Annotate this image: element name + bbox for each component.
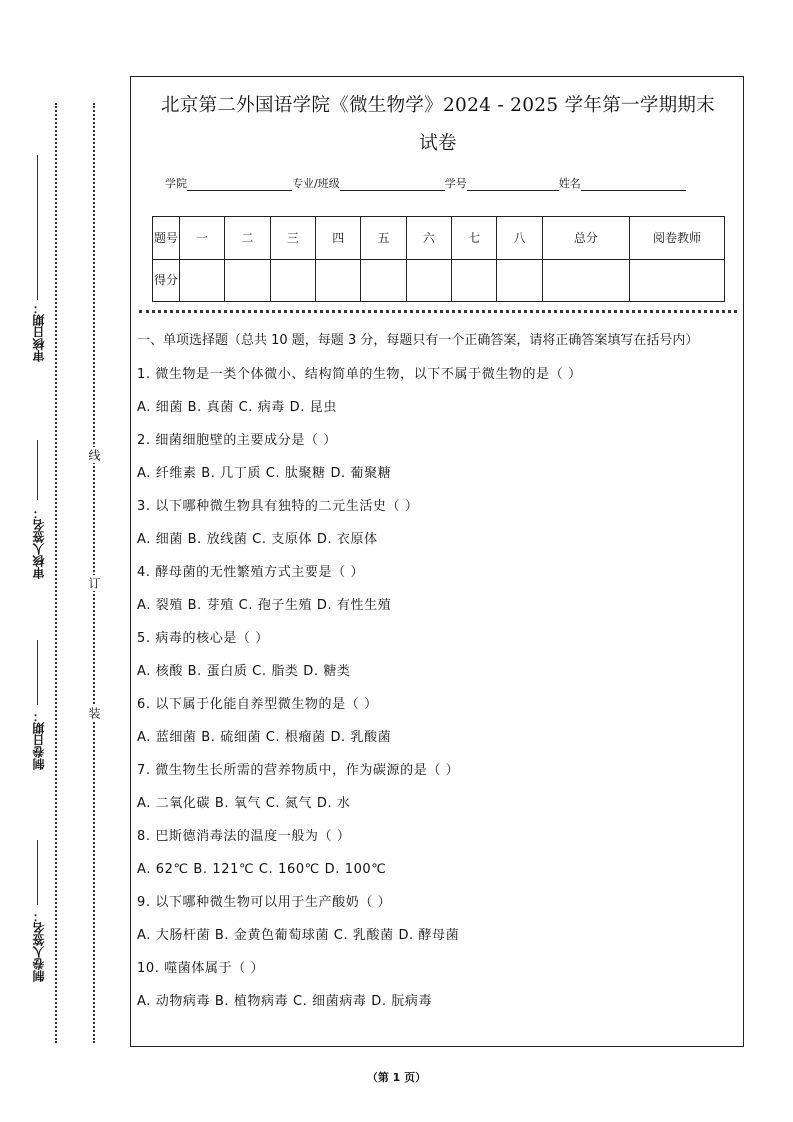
score-cell[interactable] xyxy=(406,259,451,302)
field-id-blank[interactable] xyxy=(467,178,559,191)
field-college-label: 学院 xyxy=(165,177,187,190)
field-major-label: 专业/班级 xyxy=(292,177,340,190)
binding-dotted-line-inner xyxy=(93,103,95,1043)
score-cell[interactable] xyxy=(225,259,270,302)
score-col-grader: 阅卷教师 xyxy=(630,217,725,260)
dotted-separator xyxy=(139,310,737,313)
score-col-8: 八 xyxy=(497,217,542,260)
field-major-blank[interactable] xyxy=(340,178,445,191)
exam-title-line2: 试卷 xyxy=(419,133,457,154)
question-stem: 7. 微生物生长所需的营养物质中，作为碳源的是（ ） xyxy=(137,763,460,778)
question-stem: 4. 酵母菌的无性繁殖方式主要是（ ） xyxy=(137,565,365,580)
field-name-label: 姓名 xyxy=(558,177,581,190)
question-stem: 1. 微生物是一类个体微小、结构简单的生物，以下不属于微生物的是（ ） xyxy=(137,367,582,382)
question-options: A. 二氧化碳 B. 氧气 C. 氮气 D. 水 xyxy=(137,796,351,811)
score-col-1: 一 xyxy=(180,217,225,260)
score-cell-grader[interactable] xyxy=(630,259,725,302)
question-options: A. 裂殖 B. 芽殖 C. 孢子生殖 D. 有性生殖 xyxy=(137,598,392,613)
review-date-label: 审核日期： xyxy=(32,302,46,362)
question-options: A. 核酸 B. 蛋白质 C. 脂类 D. 糖类 xyxy=(137,664,351,679)
score-cell[interactable] xyxy=(270,259,315,302)
field-college-blank[interactable] xyxy=(187,178,292,191)
score-col-total: 总分 xyxy=(542,217,629,260)
field-name-blank[interactable] xyxy=(581,178,686,191)
question-options: A. 细菌 B. 真菌 C. 病毒 D. 昆虫 xyxy=(137,400,337,415)
score-cell[interactable] xyxy=(497,259,542,302)
question-stem: 6. 以下属于化能自养型微生物的是（ ） xyxy=(137,697,378,712)
score-col-6: 六 xyxy=(406,217,451,260)
exam-title-line1: 北京第二外国语学院《微生物学》2024 - 2025 学年第一学期期末 xyxy=(160,95,716,116)
question-stem: 10. 噬菌体属于（ ） xyxy=(137,961,265,976)
make-date-label: 制卷日期： xyxy=(32,710,46,770)
section-title: 一、单项选择题（总共 10 题，每题 3 分，每题只有一个正确答案，请将正确答案填写在括号内） xyxy=(137,333,699,348)
maker-sign-underline xyxy=(37,840,38,905)
score-cell[interactable] xyxy=(361,259,406,302)
question-stem: 2. 细菌细胞壁的主要成分是（ ） xyxy=(137,433,337,448)
question-options: A. 细菌 B. 放线菌 C. 支原体 D. 衣原体 xyxy=(137,532,378,547)
score-table xyxy=(152,216,725,302)
question-options: A. 62℃ B. 121℃ C. 160℃ D. 100℃ xyxy=(137,862,387,877)
page-number: （第 1 页） xyxy=(366,1071,427,1084)
score-table-row2-label: 得分 xyxy=(153,259,180,302)
binding-mark-line: 线 xyxy=(87,449,101,461)
binding-margin xyxy=(0,0,130,1122)
maker-sign-label: 制卷人签名： xyxy=(32,910,46,982)
score-table-header-row xyxy=(153,217,725,260)
make-date-underline xyxy=(37,640,38,705)
score-cell[interactable] xyxy=(180,259,225,302)
question-stem: 5. 病毒的核心是（ ） xyxy=(137,631,269,646)
exam-title xyxy=(131,87,745,163)
score-col-7: 七 xyxy=(452,217,497,260)
section-single-choice xyxy=(137,329,737,1018)
score-col-4: 四 xyxy=(316,217,361,260)
review-date-underline xyxy=(37,155,38,303)
question-options: A. 动物病毒 B. 植物病毒 C. 细菌病毒 D. 朊病毒 xyxy=(137,994,433,1009)
score-col-2: 二 xyxy=(225,217,270,260)
field-id-label: 学号 xyxy=(444,177,467,190)
binding-dotted-line-outer xyxy=(55,103,57,1043)
student-info-row xyxy=(165,175,725,191)
question-options: A. 蓝细菌 B. 硫细菌 C. 根瘤菌 D. 乳酸菌 xyxy=(137,730,392,745)
score-table-score-row xyxy=(153,259,725,302)
score-cell[interactable] xyxy=(452,259,497,302)
binding-mark-staple: 订 xyxy=(87,577,101,589)
score-col-5: 五 xyxy=(361,217,406,260)
question-stem: 9. 以下哪种微生物可以用于生产酸奶（ ） xyxy=(137,895,392,910)
question-stem: 8. 巴斯德消毒法的温度一般为（ ） xyxy=(137,829,351,844)
score-col-3: 三 xyxy=(270,217,315,260)
score-table-row1-label: 题号 xyxy=(153,217,180,260)
score-cell[interactable] xyxy=(316,259,361,302)
question-stem: 3. 以下哪种微生物具有独特的二元生活史（ ） xyxy=(137,499,419,514)
exam-paper xyxy=(130,76,744,1047)
question-options: A. 纤维素 B. 几丁质 C. 肽聚糖 D. 葡聚糖 xyxy=(137,466,392,481)
binding-mark-bind: 装 xyxy=(87,707,101,719)
reviewer-sign-label: 审核人签名： xyxy=(32,507,46,579)
question-options: A. 大肠杆菌 B. 金黄色葡萄球菌 C. 乳酸菌 D. 酵母菌 xyxy=(137,928,460,943)
score-cell-total[interactable] xyxy=(542,259,629,302)
reviewer-sign-underline xyxy=(37,440,38,500)
